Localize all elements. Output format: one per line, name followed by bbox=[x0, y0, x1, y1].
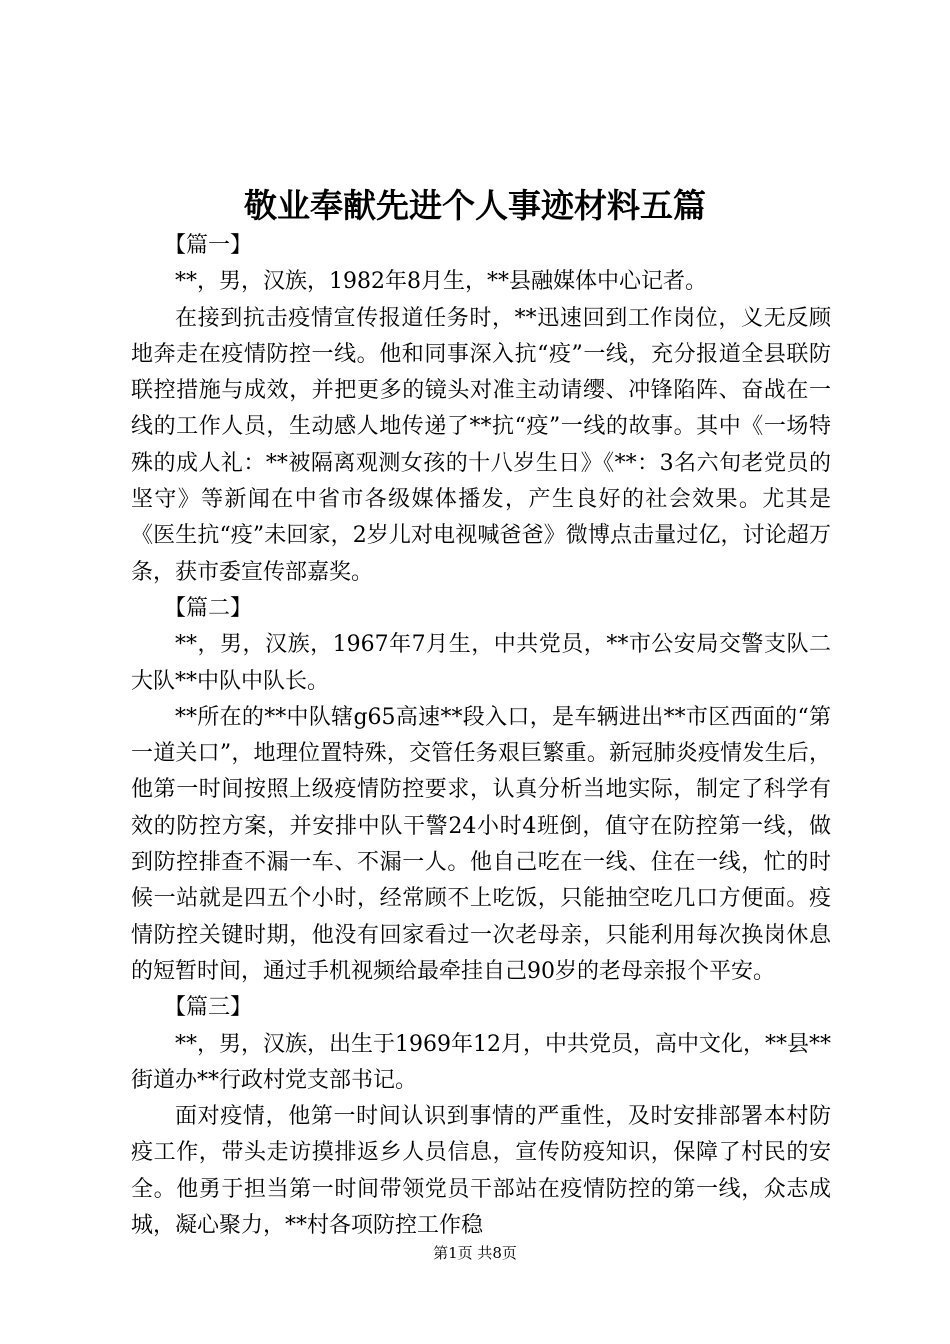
page-footer: 第1页 共8页 bbox=[433, 1244, 517, 1262]
document-body bbox=[131, 228, 831, 1244]
section-heading: 【篇二】 bbox=[164, 595, 253, 621]
body-paragraph: 在接到抗击疫情宣传报道任务时，**迅速回到工作岗位，义无反顾地奔走在疫情防控一线。他和同事深入抗“疫”一线，充分报道全县联防联控措施与成效，并把更多的镜头对准主动请缨、冲锋陷阵、奋战在一线的工作人员，生动感人地传递了**抗“疫”一线的故事。其中《一场特殊的成人礼：**被隔离观测女孩的十八岁生日》《**：3名六旬老党员的坚守》等新闻在中省市各级媒体播发，产生良好的社会效果。尤其是《医生抗“疫”未回家，2岁儿对电视喊爸爸》微博点击量过亿，讨论超万条，获市委宣传部嘉奖。 bbox=[131, 305, 831, 585]
body-paragraph: **，男，汉族，1982年8月生，**县融媒体中心记者。 bbox=[175, 269, 707, 295]
section-heading: 【篇三】 bbox=[164, 995, 253, 1021]
body-paragraph: **，男，汉族，出生于1969年12月，中共党员，高中文化，**县**街道办**行政村党支部书记。 bbox=[131, 1031, 831, 1093]
document-title: 敬业奉献先进个人事迹材料五篇 bbox=[244, 186, 706, 225]
body-paragraph: **所在的**中队辖g65高速**段入口，是车辆进出**市区西面的“第一道关口”，地理位置特殊，交管任务艰巨繁重。新冠肺炎疫情发生后，他第一时间按照上级疫情防控要求，认真分析当地实际，制定了科学有效的防控方案，并安排中队干警24小时4班倒，值守在防控第一线，做到防控排查不漏一车、不漏一人。他自己吃在一线、住在一线，忙的时候一站就是四五个小时，经常顾不上吃饭，只能抽空吃几口方便面。疫情防控关键时期，他没有回家看过一次老母亲，只能利用每次换岗休息的短暂时间，通过手机视频给最牵挂自己90岁的老母亲报个平安。 bbox=[131, 704, 831, 984]
body-paragraph: **，男，汉族，1967年7月生，中共党员，**市公安局交警支队二大队**中队中队长。 bbox=[131, 632, 831, 694]
body-paragraph: 面对疫情，他第一时间认识到事情的严重性，及时安排部署本村防疫工作，带头走访摸排返乡人员信息，宣传防疫知识，保障了村民的安全。他勇于担当第一时间带领党员干部站在疫情防控的第一线，众志成城，凝心聚力，**村各项防控工作稳 bbox=[131, 1104, 831, 1239]
section-heading: 【篇一】 bbox=[164, 233, 253, 258]
